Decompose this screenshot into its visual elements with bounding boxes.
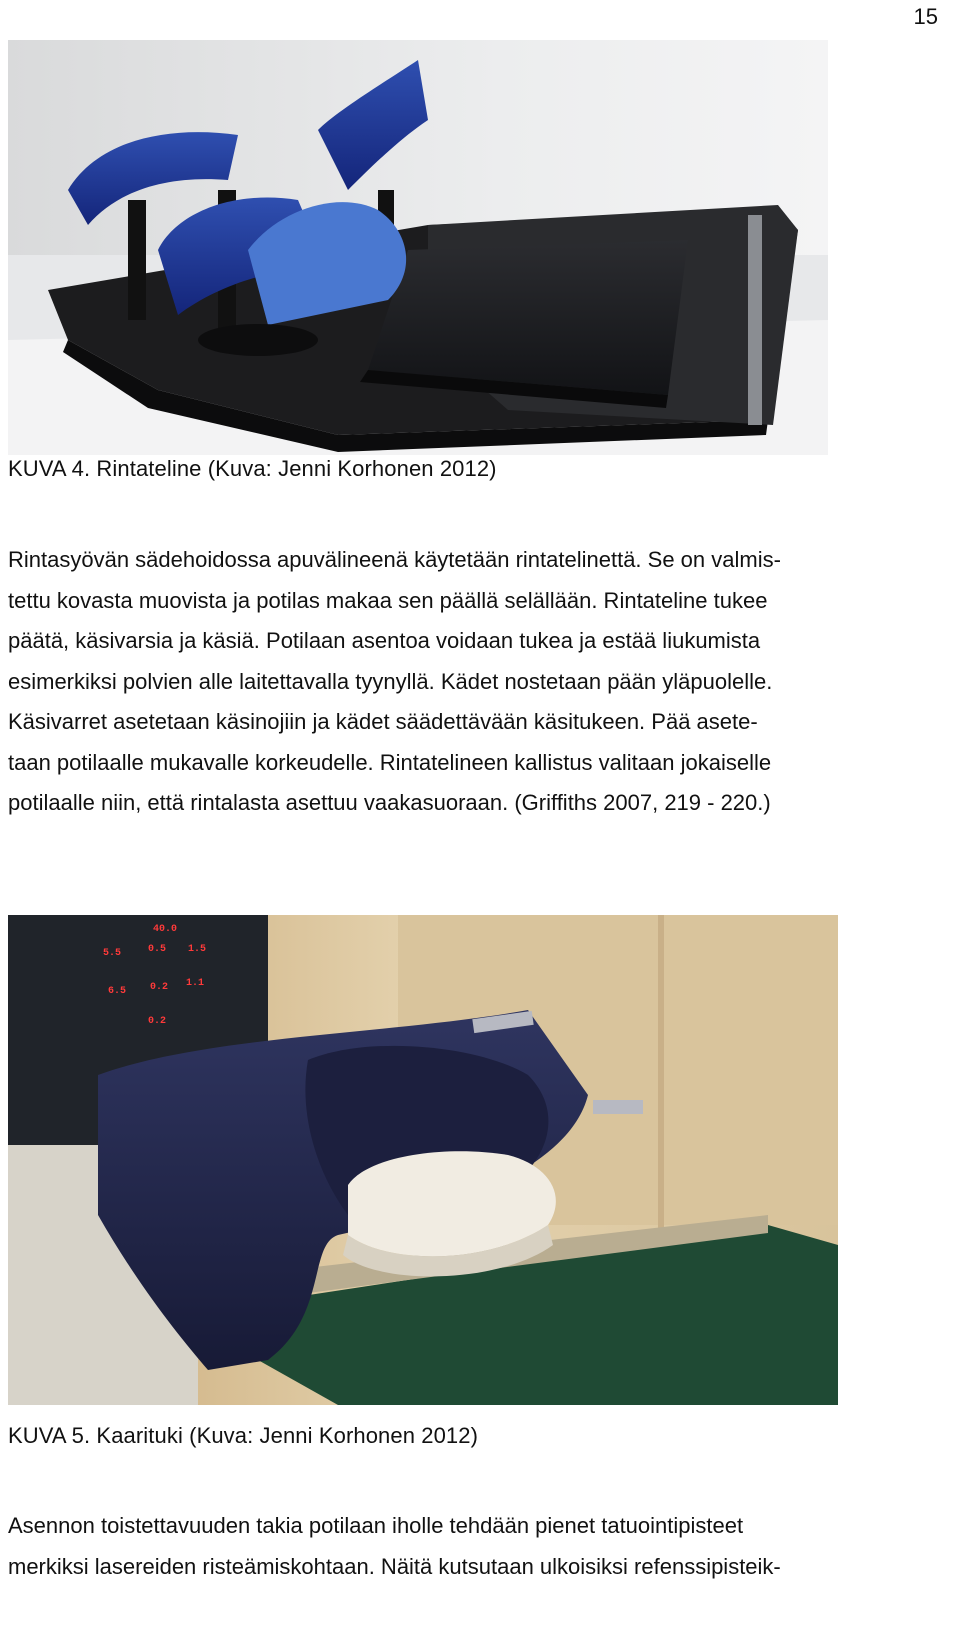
paragraph-line: Asennon toistettavuuden takia potilaan iholle tehdään pienet tatuointipisteet xyxy=(8,1513,744,1538)
paragraph-line: merkiksi lasereiden risteämiskohtaan. Näitä kutsutaan ulkoisiksi refenssipisteik- xyxy=(8,1553,781,1579)
paragraph-line: esimerkiksi polvien alle laitettavalla tyynyllä. Kädet nostetaan pään yläpuolelle. xyxy=(8,668,773,694)
paragraph-line: Käsivarret asetetaan käsinojiin ja kädet säädettävään käsitukeen. Pää asete- xyxy=(8,709,758,734)
display-readout: 40.0 xyxy=(153,924,178,935)
paragraph-line: tettu kovasta muovista ja potilas makaa sen päällä selällään. Rintateline tukee xyxy=(8,587,768,613)
breast-board-photo xyxy=(8,40,828,455)
display-readout: 0.2 xyxy=(150,982,169,993)
figure-caption-2: KUVA 5. Kaarituki (Kuva: Jenni Korhonen 2012) xyxy=(8,1423,479,1448)
paragraph-line: Rintasyövän sädehoidossa apuvälineenä käytetään rintatelinettä. Se on valmis- xyxy=(8,547,781,572)
display-readout: 0.2 xyxy=(148,1016,167,1027)
paragraph-1 xyxy=(8,540,953,824)
page-number: 15 xyxy=(913,4,938,29)
figure-caption-1: KUVA 4. Rintateline (Kuva: Jenni Korhonen 2012) xyxy=(8,456,497,481)
paragraph-line: taan potilaalle mukavalle korkeudelle. Rintatelineen kallistus valitaan jokaiselle xyxy=(8,749,772,775)
display-readout: 1.5 xyxy=(188,944,207,955)
paragraph-2 xyxy=(8,1506,953,1587)
display-readout: 0.5 xyxy=(148,944,167,955)
display-readout: 1.1 xyxy=(186,978,205,989)
display-readout: 5.5 xyxy=(103,948,122,959)
paragraph-line: potilaalle niin, että rintalasta asettuu vaakasuoraan. (Griffiths 2007, 219 - 220.) xyxy=(8,790,771,815)
arch-support-photo xyxy=(8,915,838,1405)
paragraph-line: päätä, käsivarsia ja käsiä. Potilaan asentoa voidaan tukea ja estää liukumista xyxy=(8,628,761,653)
display-readout: 6.5 xyxy=(108,986,127,997)
